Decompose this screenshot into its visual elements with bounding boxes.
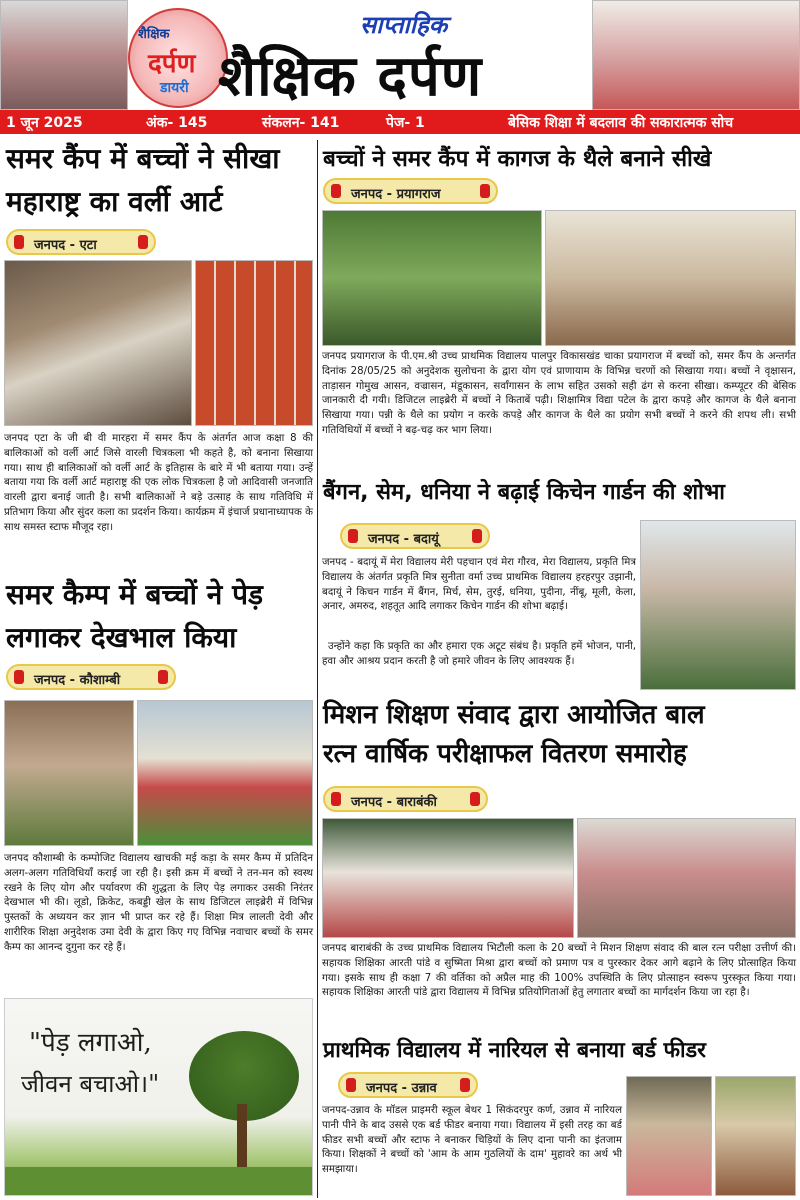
column-divider — [317, 140, 318, 1198]
masthead-photo-left — [0, 0, 128, 110]
slogan-line-2: जीवन बचाओ।" — [21, 1070, 160, 1098]
article-barabanki-headline-line1: मिशन शिक्षण संवाद द्वारा आयोजित बाल — [323, 700, 705, 730]
article-kaushambi-headline-line2: लगाकर देखभाल किया — [6, 621, 237, 655]
article-kaushambi-photo-2 — [137, 700, 313, 846]
article-prayagraj-headline: बच्चों ने समर कैंप में कागज के थैले बनाने सीखे — [323, 146, 712, 172]
issue-motto: बेसिक शिक्षा में बदलाव की सकारात्मक सोच — [508, 115, 734, 131]
masthead-photo-right — [592, 0, 800, 110]
district-tag-unnao — [338, 1072, 478, 1098]
issue-number: अंक- 145 — [146, 115, 208, 131]
district-tag-label: जनपद - कौशाम्बी — [34, 673, 121, 688]
article-prayagraj-photo-1 — [322, 210, 542, 346]
district-tag-badaun — [340, 523, 490, 549]
issue-date: 1 जून 2025 — [6, 115, 83, 131]
issue-compilation: संकलन- 141 — [262, 115, 340, 131]
article-badaun-body-2: उन्होंने कहा कि प्रकृति का और हमारा एक अटूट संबंध है। प्रकृति हमें भोजन, पानी, हवा और आश्रय प्रदान करती है जो हमारे जीवन के लिए आवश्यक हैं। — [322, 641, 636, 667]
article-prayagraj-photo-2 — [545, 210, 796, 346]
district-tag-label: जनपद - बाराबंकी — [351, 795, 437, 810]
article-kaushambi-headline — [6, 578, 316, 654]
article-etah-headline-line1: समर कैंप में बच्चों ने सीखा — [6, 142, 280, 175]
article-kaushambi-headline-line1: समर कैम्प में बच्चों ने पेड़ — [6, 578, 263, 611]
article-unnao-photo-1 — [626, 1076, 712, 1196]
article-kaushambi-body: जनपद कौशाम्बी के कम्पोजिट विद्यालय खाचकी मई कड़ा के समर कैम्प में प्रतिदिन अलग-अलग गतिविधियाँ कराई जा रही है। इसी क्रम में बच्चों ने तन-मन को स्वस्थ रखने के लिए योग और पर्यावरण की शुद्धता के लिए पेड़ लगाकर उसकी निरंतर देखभाल भी की। लूडो, क्रिकेट, कबड्डी खेल के साथ डिजिटल लाइब्रेरी में विभिन्न पुस्तकों के अध्ययन कर ज्ञान भी प्राप्त कर रहे हैं। शिक्षा मित्र लालती देवी और शारीरिक शिक्षा अनुदेशक उमा देवी के द्वारा किए गए विभिन्न नवाचार बच्चों के समर कैम्प का आनन्द दुगुना कर रहे हैं। — [4, 853, 313, 953]
article-barabanki-headline — [323, 700, 798, 769]
weekly-label: साप्ताहिक — [360, 11, 448, 39]
district-tag-label: जनपद - एटा — [34, 238, 97, 253]
article-barabanki-headline-line2: रत्न वार्षिक परीक्षाफल वितरण समारोह — [323, 738, 687, 769]
article-unnao-photo-2 — [715, 1076, 796, 1196]
article-etah-photo-2 — [195, 260, 313, 426]
logo-text-mid: दर्पण — [148, 49, 196, 79]
article-etah-body: जनपद एटा के जी बी वी मारहरा में समर कैंप के अंतर्गत आज कक्षा 8 की बालिकाओं को वर्ली आर्ट जिसे वारली चित्रकला भी कहते है, को बनाना सिखाया गया। साथ ही बालिकाओं को वर्ली आर्ट के इतिहास के बारे में भी बताया गया। उन्हें बताया गया कि वर्ली आर्ट महाराष्ट्र की एक लोक चित्रकला है जो आदिवासी जनजाति वारली द्वारा बनाई जाती है। सभी बालिकाओं ने बड़े उत्साह के साथ गतिविधि में प्रतिभाग किया और सुंदर कला का प्रदर्शन किया। कार्यक्रम में इंचार्ज प्रधानाध्यापक के साथ समस्त स्टाफ मौजूद रहा। — [4, 433, 313, 533]
slogan-graphic — [4, 998, 313, 1196]
logo-text-bottom: डायरी — [160, 80, 189, 96]
article-prayagraj-body: जनपद प्रयागराज के पी.एम.श्री उच्च प्राथमिक विद्यालय पालपुर विकासखंड चाका प्रयागराज में बच्चों को, समर कैंप के अन्तर्गत दिनांक 28/05/25 को अनुदेशक सुलोचना के द्वारा योग एवं प्राणायाम के विभिन्न चरणों को सिखाया गया। बच्चों ने वृक्षासन, ताड़ासन गोमुख आसन, वज्रासन, मंडूकासन, सर्वांगासन के लाभ सहित उसको सही ढंग से करना सीखा। कम्प्यूटर की बेसिक जानकारी दी गयी। डिजिटल लाइब्रेरी में बच्चों ने किताबें पढ़ी। शिक्षामित्र विद्या पटेल के द्वारा कपड़े और कागज के थैले बनाना सिखाया गया। पन्नी के थैले का प्रयोग न करके कपड़े और कागज के थैले का प्रयोग सभी बच्चों ने करने की शपथ ली। सभी गतिविधियों में बच्चों ने बढ़-चढ़ कर भाग लिया। — [322, 351, 796, 436]
grass-strip — [5, 1167, 313, 1196]
slogan-line-1: "पेड़ लगाओ, — [29, 1028, 152, 1058]
article-badaun-body: जनपद - बदायूं में मेरा विद्यालय मेरी पहचान एवं मेरा गौरव, मेरा विद्यालय, प्रकृति मित्र विद्यालय के अंतर्गत प्रकृति मित्र सुनीता वर्मा उच्च प्राथमिक विद्यालय हरहरपुर उझानी, बदायूं ने किचन गार्डन में बैंगन, मिर्च, सेम, तुरई, धनिया, पुदीना, नींबू, मूली, केला, अनार, अमरुद, शहतूत आदि लगाकर किचेन गार्डन की शोभा बढ़ाई। — [322, 557, 636, 613]
tree-trunk-icon — [237, 1104, 247, 1174]
article-unnao-headline: प्राथमिक विद्यालय में नारियल से बनाया बर्ड फीडर — [323, 1038, 706, 1063]
logo-text-top: शैक्षिक — [138, 27, 170, 42]
district-tag-label: जनपद - बदायूं — [368, 532, 439, 547]
district-tag-etah — [6, 229, 156, 255]
article-etah-photo-1 — [4, 260, 192, 426]
district-tag-label: जनपद - प्रयागराज — [351, 187, 441, 202]
newspaper-title: शैक्षिक दर्पण — [218, 44, 483, 109]
district-tag-prayagraj — [323, 178, 498, 204]
article-unnao-body: जनपद-उन्नाव के मॉडल प्राइमरी स्कूल बेथर 1 सिकंदरपुर कर्ण, उन्नाव में नारियल पानी पीने के बाद उससे एक बर्ड फीडर बनाया गया। विद्यालय में इसी तरह का बर्ड फीडर सभी बच्चों और स्टाफ ने बनाकर चिड़ियों के लिए दाना पानी का इंतजाम किया। शिक्षकों ने बच्चों को 'आम के आम गुठलियों के दाम' मुहावरे का अर्थ भी समझाया। — [322, 1105, 622, 1176]
issue-page: पेज- 1 — [386, 115, 425, 131]
article-etah-headline — [6, 142, 316, 218]
issue-bar — [0, 110, 800, 134]
district-tag-kaushambi — [6, 664, 176, 690]
masthead-logo — [128, 8, 228, 108]
article-kaushambi-photo-1 — [4, 700, 134, 846]
article-barabanki-body: जनपद बाराबंकी के उच्च प्राथमिक विद्यालय भिटौली कला के 20 बच्चों ने मिशन शिक्षण संवाद की बाल रत्न परीक्षा उत्तीर्ण की। सहायक शिक्षिका आरती पांडे व सुष्मिता मिश्रा द्वारा बच्चों को प्रमाण पत्र व पुरस्कार देकर आगे बढ़ाने के लिए प्रोत्साहित किया गया। इसके साथ ही कक्षा 7 की वर्तिका को अप्रैल माह की 100% उपस्थिति के लिए प्रोत्साहन स्वरूप पुरस्कृत किया गया। सहायक शिक्षिका आरती पांडे द्वारा विद्यालय में विभिन्न प्रतियोगिताओं हेतु लगातार बच्चों का मार्गदर्शन किया जा रहा है। — [322, 943, 796, 999]
article-barabanki-photo-2 — [577, 818, 796, 938]
district-tag-barabanki — [323, 786, 488, 812]
article-etah-headline-line2: महाराष्ट्र का वर्ली आर्ट — [6, 185, 223, 219]
article-barabanki-photo-1 — [322, 818, 574, 938]
district-tag-label: जनपद - उन्नाव — [366, 1081, 437, 1096]
article-badaun-photo — [640, 520, 796, 690]
article-badaun-headline: बैंगन, सेम, धनिया ने बढ़ाई किचेन गार्डन की शोभा — [323, 480, 725, 505]
